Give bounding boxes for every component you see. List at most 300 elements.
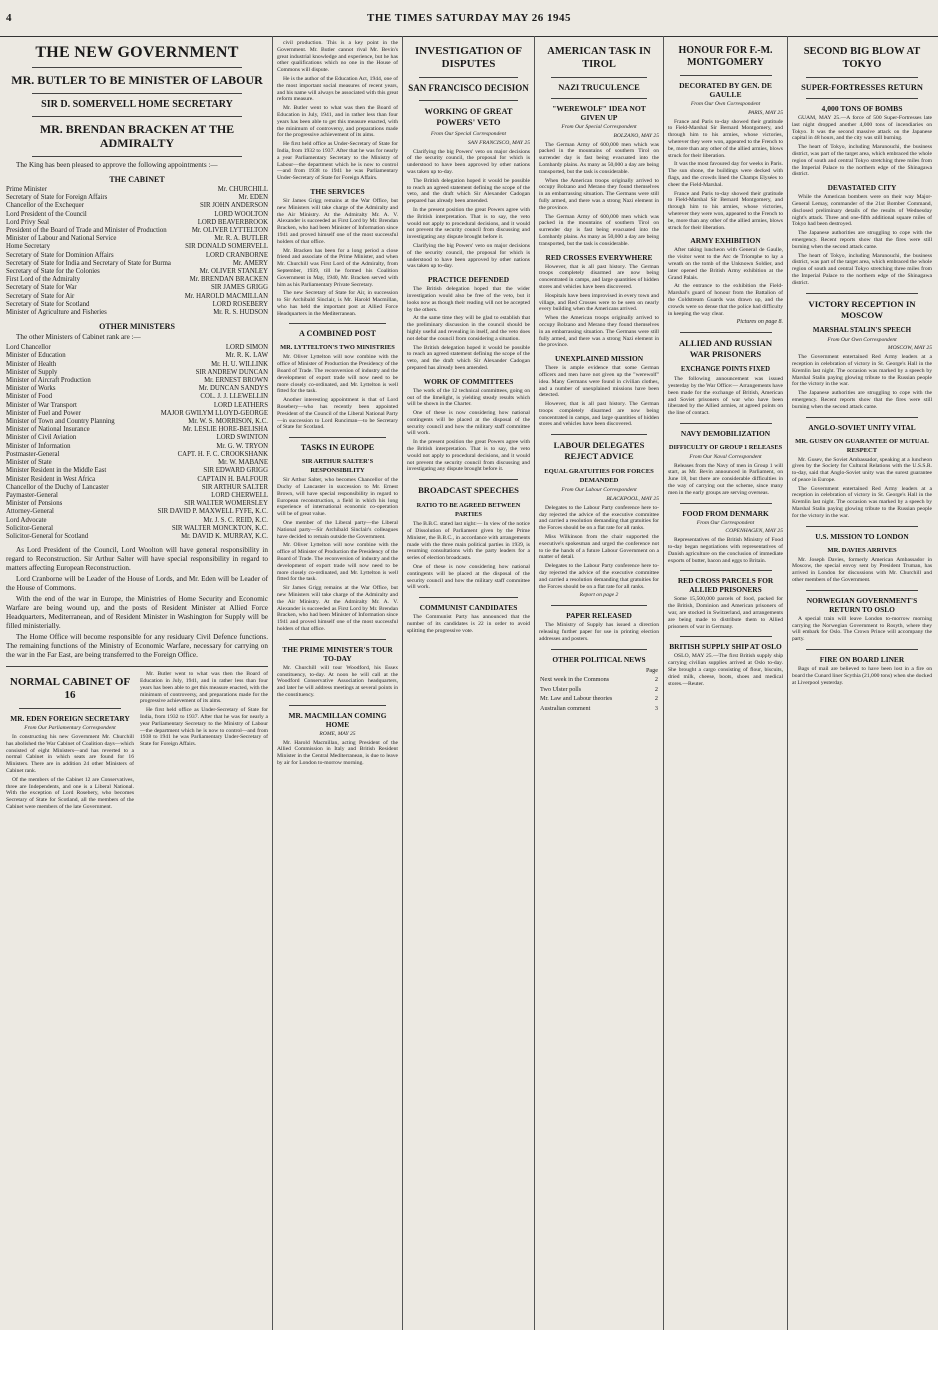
minister-office: Minister Resident in West Africa	[6, 475, 96, 483]
divider	[19, 708, 121, 709]
minister-name: SIR EDWARD GRIGG	[203, 467, 268, 475]
appointment-row	[6, 219, 268, 227]
body-paragraph: Some 15,500,000 parcels of food, packed for the British, Dominion and American prisoners of war, are stocked in Switzerland, and arrangements are being made to distribute them to Allied prisoners of war in Germany.	[668, 596, 783, 630]
divider	[551, 98, 647, 99]
divider	[419, 77, 517, 78]
political-news-item	[539, 675, 659, 685]
headline-tasks-europe: TASKS IN EUROPE	[300, 443, 375, 453]
minister-name: Mr. LESLIE HORE-BELISHA	[182, 426, 268, 434]
dateline: ROME, MAY 25	[319, 730, 356, 737]
body-paragraph: Of the members of the Cabinet 12 are Conservatives, three are Independents, and one is a Liberal National. With the exception of Lord Rosebery, who becomes Secretary of State for Scotland, all the members of the Cabinet were members of the late Government.	[6, 776, 134, 810]
minister-name: CAPTAIN H. BALFOUR	[197, 475, 268, 483]
divider	[419, 597, 517, 598]
appointment-row	[6, 492, 268, 500]
subhead-ratio: RATIO TO BE AGREED BETWEEN PARTIES	[416, 502, 521, 519]
masthead	[0, 0, 938, 37]
headline-food-denmark: FOOD FROM DENMARK	[682, 508, 769, 518]
column-tirol	[539, 40, 659, 1328]
minister-name: LORD SIMON	[225, 344, 268, 352]
body-paragraph: Mr. Oliver Lyttelton will now combine with the office of Minister of Production the Presidency of the Board of Trade. The reconversion of industry and the development of export trade will now need to be more closely co-ordinated, and Mr. Lyttelton is well fitted for the task.	[277, 542, 398, 583]
byline: From Our Own Correspondent	[690, 101, 761, 107]
divider	[680, 503, 772, 504]
headline-eden: MR. EDEN FOREIGN SECRETARY	[10, 714, 130, 724]
subhead-san-francisco: SAN FRANCISCO DECISION	[408, 83, 529, 93]
divider	[289, 323, 386, 324]
body-paragraph: The Ministry of Supply has issued a direction releasing further paper for use in printing election addresses and posters.	[539, 622, 659, 642]
body-paragraph: It was the most favoured day for weeks in Paris. The sun shone, the buildings were decked with flags, and the crowds lined the Champs Elysées to cheer the Field-Marshal.	[668, 161, 783, 188]
appointment-row	[6, 385, 268, 393]
body-paragraph: The Japanese authorities are struggling to cope with the emergency. Recent reports show that the fires were still burning when the second attack came.	[792, 230, 932, 250]
divider	[289, 437, 386, 438]
minister-name: Mr. DUNCAN SANDYS	[198, 385, 268, 393]
body-paragraph: Clarifying the big Powers' veto on major decisions of the security council, the proposal for which is understood to have been approved by other nations was taken up to-day.	[407, 148, 530, 175]
minister-name: Mr. CHURCHILL	[217, 186, 268, 193]
minister-name: LORD SWINTON	[216, 434, 268, 442]
body-paragraph: Mr. Harold Macmillan, acting President of the Allied Commission in Italy and British Resident Minister in the Central Mediterranean, is due to leave by air for London to-morrow morning.	[277, 739, 398, 766]
other-ministers-table	[6, 344, 268, 541]
cabinet-office: Secretary of State for War	[6, 284, 77, 292]
page-reference: Report on page 2	[579, 592, 619, 599]
appointment-row	[6, 186, 268, 194]
column-rule	[534, 36, 535, 1330]
headline-committees: WORK OF COMMITTEES	[423, 376, 514, 386]
headline-bracken: MR. BRENDAN BRACKEN AT THE ADMIRALTY	[39, 122, 235, 150]
body-paragraph: The Government entertained Red Army leaders at a reception in celebration of victory in St. George's Hall in the Kremlin last night. The occasion was marked by a speech by Marshal Stalin paying glowing tribute to the Russian people for the victory in the war.	[792, 485, 932, 519]
minister-name: LORD WOOLTON	[214, 210, 268, 218]
body-paragraph: When the American troops originally arrived to occupy Bolzano and Merano they found themselves in an embarrassing situation. The Germans were still fully armed, and there was a strong Nazi element in the province.	[539, 315, 659, 349]
minister-office: Paymaster-General	[6, 491, 58, 499]
body-paragraph: In the present position the great Powers agree with the British interpretation. That is to say, the veto would not apply to procedural decisions, and it would not prevent the security council from discussing and investigating any dispute brought before it.	[407, 206, 530, 241]
appointment-row	[6, 500, 268, 508]
cabinet-office: Secretary of State for the Colonies	[6, 268, 100, 276]
body-paragraph: civil production. This is a key point in the Government. Mr. Butler cannot rival Mr. Bevin's great industrial knowledge and experience, but he has other qualifications which no one in the House of Commons will dispute.	[277, 40, 398, 74]
minister-name: Mr. R. S. HUDSON	[213, 309, 268, 317]
divider	[551, 77, 647, 78]
body-paragraph: The work of the 12 technical committees, going on out of the limelight, is yielding steady results which will be shown in the Charter.	[407, 387, 530, 408]
minister-name: Mr. R. K. LAW	[225, 352, 268, 360]
headline-butler: MR. BUTLER TO BE MINISTER OF LABOUR	[11, 73, 263, 87]
body-paragraph: Mr. Oliver Lyttelton will now combine with the office of Minister of Production the Presidency of the Board of Trade. The reconversion of industry and the development of export trade will now need to be more closely co-ordinated, and Mr. Lyttelton is well fitted for the task.	[277, 354, 398, 395]
column-montgomery	[668, 40, 783, 1328]
cabinet-office: President of the Board of Trade and Minister of Production	[6, 227, 167, 235]
headline-devastated-city: DEVASTATED CITY	[827, 183, 897, 193]
appointment-row	[6, 517, 268, 525]
appointment-row	[6, 352, 268, 360]
headline-investigation: INVESTIGATION OF DISPUTES	[414, 45, 523, 70]
column-rule	[402, 36, 403, 1330]
cabinet-office: Minister of Agriculture and Fisheries	[6, 309, 107, 317]
minister-name: Mr. H. U. WILLINK	[211, 360, 268, 368]
minister-name: SIR ARTHUR SALTER	[201, 483, 268, 491]
appointment-row	[6, 194, 268, 202]
appointment-row	[6, 402, 268, 410]
byline: From Our Parliamentary Correspondent	[24, 725, 116, 732]
body-paragraph: Mr. Butler went to what was then the Board of Education in July, 1941, and in rather less than four years has been able to get this measure enacted, with the minimum of controversy, and preparations made for the progressive achievement of its aims.	[277, 105, 398, 139]
divider	[419, 479, 517, 480]
byline: From Our Own Correspondent	[827, 336, 897, 343]
body-paragraph: The heart of Tokyo, including Marunouchi, the business district, was part of the target area, which embraced the whole region of south and central Tokyo stretching three miles from the Imperial Palace to the northern edge of the Shinagawa district.	[792, 144, 932, 178]
column-disputes	[407, 40, 530, 1328]
dateline: BLACKPOOL, MAY 25	[606, 496, 659, 503]
political-news-index	[539, 666, 659, 714]
appointment-row	[6, 202, 268, 210]
page-column-header: Page	[645, 666, 658, 674]
body-paragraph: When the American troops originally arrived to occupy Bolzano and Merano they found themselves in an embarrassing situation. The Germans were still fully armed, and there was a strong Nazi element in the province.	[539, 177, 659, 211]
headline-navy-demob: NAVY DEMOBILIZATION	[680, 428, 771, 438]
body-paragraph: However, that is all past history. The German troops completely disarmed are now being concentrated in camps, and large quantities of hidden stores and vehicles have been discovered.	[539, 263, 659, 290]
appointment-row	[6, 344, 268, 352]
cabinet-office: Secretary of State for Air	[6, 292, 75, 300]
headline-war-prisoners: ALLIED AND RUSSIAN WAR PRISONERS	[678, 338, 773, 360]
appointment-row	[6, 434, 268, 442]
cabinet-office: Secretary of State for India and Secretary of State for Burma	[6, 259, 171, 267]
minister-name: Mr. AMERY	[232, 259, 268, 267]
minister-office: Minister of Health	[6, 360, 57, 368]
headline-supply-ship: BRITISH SUPPLY SHIP AT OSLO	[669, 642, 782, 652]
body-paragraph: One of these is now considering how national contingents will be placed at the disposal of the security council and how the military staff committee will work.	[407, 410, 530, 437]
headline-combined-post: A COMBINED POST	[299, 329, 376, 339]
body-paragraph: The heart of Tokyo, including Marunouchi, the business district, was part of the target area, which embraced the whole region of south and central Tokyo stretching three miles from the Imperial Palace to the northern edge of the Shinagawa district.	[792, 252, 932, 286]
minister-office: Lord Advocate	[6, 516, 47, 524]
body-paragraph: Sir James Grigg remains at the War Office, but new Ministers will take charge of the Admiralty and the Air Ministry. At the Admiralty Mr. A. V. Alexander is succeeded as First Lord by Mr. Brendan Bracken, who had been Minister of Information since 1941 and proved himself one of the most successful holders of that office.	[277, 585, 398, 632]
divider	[551, 434, 647, 435]
minister-office: Minister of National Insurance	[6, 426, 90, 434]
divider	[6, 666, 268, 667]
cabinet-office: Lord Privy Seal	[6, 218, 50, 226]
body-paragraph: Another interesting appointment is that of Lord Rosebery—who has recently been appointed President of the Council of the Liberal National Party—in succession to Lord Runciman—to be Secretary of State for Scotland.	[277, 397, 398, 431]
body-paragraph: Miss Wilkinson from the chair supported the executive's spokesman and urged the conference not to tie the hands of a future Labour Government on a matter of detail.	[539, 534, 659, 561]
headline-labour-delegates: LABOUR DELEGATES REJECT ADVICE	[553, 440, 645, 462]
minister-name: LORD ROSEBERY	[212, 300, 268, 308]
minister-office: Minister of Information	[6, 442, 71, 450]
divider	[551, 649, 647, 650]
column-tokyo	[792, 40, 932, 1328]
headline-tokyo: SECOND BIG BLOW AT TOKYO	[803, 46, 921, 70]
column-rule	[787, 36, 788, 1330]
byline: From Our Special Correspondent	[561, 124, 637, 130]
appointment-row	[6, 451, 268, 459]
minister-name: Mr. G. W. TRYON	[216, 442, 268, 450]
dateline: MOSCOW, MAY 25	[887, 345, 932, 352]
cabinet-heading: THE CABINET	[109, 175, 165, 184]
headline-us-mission: U.S. MISSION TO LONDON	[815, 531, 909, 541]
cabinet-office: Home Secretary	[6, 243, 50, 251]
cabinet-table	[6, 186, 268, 317]
cabinet-office: First Lord of the Admiralty	[6, 276, 81, 284]
headline-paper-released: PAPER RELEASED	[566, 611, 632, 621]
note-paragraph: The Home Office will become responsible for any residuary Civil Defence functions. The remaining functions of the Ministry of Economic Warfare, necessary for carrying on the war in the Far East, are being transferred to the Foreign Office.	[6, 633, 268, 660]
subhead-super-fortresses: SUPER-FORTRESSES RETURN	[801, 83, 923, 92]
headline-services: THE SERVICES	[310, 186, 365, 196]
divider	[680, 332, 772, 333]
body-paragraph: The B.B.C. stated last night:— In view of the notice of Dissolution of Parliament given by the Prime Minister, the B.B.C., in accordance with arrangements made with the three main political parties in 1939, is resuming consultations with the party leaders for a series of election broadcasts.	[407, 521, 530, 562]
appointment-row	[6, 533, 268, 541]
body-paragraph: Mr. Joseph Davies, formerly American Ambassador in Moscow, the special envoy sent by President Truman, has arrived in London for discussions with Mr. Churchill and other members of the Government.	[792, 556, 932, 584]
body-paragraph: A special train will leave London to-morrow morning carrying the Norwegian Government to Rosyth, where they will embark for Oslo. The Crown Prince will accompany the party.	[792, 615, 932, 643]
divider	[32, 156, 242, 157]
appointment-row	[6, 525, 268, 533]
body-paragraph: After taking luncheon with General de Gaulle, the visitor went to the Arc de Triomphe to lay a wreath on the tomb of the Unknown Soldier, and later opened the British Army exhibition at the Grand Palais.	[668, 247, 783, 281]
news-item-page: 2	[654, 676, 658, 684]
minister-office: Solicitor-General	[6, 524, 54, 532]
minister-office: Minister of Education	[6, 352, 66, 360]
minister-name: Mr. ERNEST BROWN	[204, 377, 268, 385]
body-paragraph: Bags of mail are believed to have been lost in a fire on board the Cunard liner Scythia (21,000 tons) when she docked at Liverpool yesterday.	[792, 666, 932, 686]
body-paragraph: France and Paris to-day showed their gratitude to Field-Marshal Sir Bernard Montgomery, and through him to his armies, whose victories, wherever they were won, appeared to the French to be, more than any other of the allied armies, blows struck for their liberation.	[668, 190, 783, 231]
appointment-row	[6, 476, 268, 484]
appointment-row	[6, 410, 268, 418]
body-paragraph: Delegates to the Labour Party conference here to-day rejected the advice of the executive committee and carried a resolution demanding that gratuities for the Forces should be on a flat rate for all ranks.	[539, 563, 659, 590]
body-paragraph: Mr. Bracken has been for a long period a close friend and associate of the Prime Minister, and when Mr. Churchill was First Lord of the Admiralty, from September, 1939, till he formed his Coalition Government in May, 1940, Mr. Bracken served with him as his Parliamentary Private Secretary.	[277, 247, 398, 288]
minister-name: Mr. W. MABANE	[218, 459, 268, 467]
headline-anglo-soviet: ANGLO-SOVIET UNITY VITAL	[808, 422, 916, 432]
minister-office: Minister of Food	[6, 393, 53, 401]
body-paragraph: The new Secretary of State for Air, in succession to Sir Archibald Sinclair, is Mr. Harold Macmillan, who has held the important post at Allied Force Headquarters in the Mediterranean.	[277, 290, 398, 317]
minister-name: SIR JAMES GRIGG	[210, 284, 268, 292]
headline-unexplained: UNEXPLAINED MISSION	[554, 354, 644, 364]
appointment-row	[6, 243, 268, 251]
minister-name: LORD CHERWELL	[211, 491, 268, 499]
subhead-exchange-points: EXCHANGE POINTS FIXED	[680, 366, 771, 374]
appointment-row	[6, 252, 268, 260]
body-paragraph: He first held office as Under-Secretary of State for India, from 1932 to 1937. After that he was for nearly a year Parliamentary Secretary to the Ministry of Labour—the department which he is now to control—and from 1938 to 1941 he was Parliamentary Under-Secretary of State for Foreign Affairs.	[140, 707, 268, 748]
body-paragraph: The British delegation hoped it would be possible to reach an agreed statement defining the scope of the veto, and the draft which Sir Alexander Cadogan prepared has already been amended.	[407, 344, 530, 371]
byline: From Our Naval Correspondent	[689, 453, 762, 460]
minister-name: LORD BEAVERBROOK	[197, 218, 268, 226]
minister-office: Lord Chancellor	[6, 344, 51, 352]
subhead-de-gaulle: DECORATED BY GEN. DE GAULLE	[679, 81, 772, 99]
divider	[32, 67, 242, 68]
minister-name: SIR WALTER WOMERSLEY	[184, 500, 268, 508]
headline-american-task: AMERICAN TASK IN TIROL	[547, 46, 651, 70]
divider	[289, 639, 386, 640]
subhead-davies: MR. DAVIES ARRIVES	[827, 546, 897, 554]
appointment-row	[6, 211, 268, 219]
body-paragraph: Clarifying the big Powers' veto on major decisions of the security council, the proposal for which is understood to have been approved by other nations was taken up to-day.	[407, 242, 530, 270]
appointment-row	[6, 467, 268, 475]
divider	[806, 98, 918, 99]
minister-office: Minister of Aircraft Production	[6, 377, 91, 385]
headline-red-cross-parcels: RED CROSS PARCELS FOR ALLIED PRISONERS	[677, 576, 774, 595]
subhead-nazi: NAZI TRUCULENCE	[558, 83, 640, 92]
body-paragraph: The following announcement was issued yesterday by the War Office:— Arrangements have been made for the exchange of British, American and Soviet prisoners of war who have been liberated by the Allied armies, at agreed points on the line of contact.	[668, 376, 783, 417]
cabinet-office: Secretary of State for Dominion Affairs	[6, 251, 114, 259]
news-item-title: Next week in the Commons	[540, 676, 610, 684]
subhead-lyttelton: MR. LYTTELTON'S TWO MINISTRIES	[280, 344, 395, 352]
appointment-row	[6, 426, 268, 434]
appointment-row	[6, 284, 268, 292]
minister-office: Postmaster-General	[6, 450, 60, 458]
appointment-row	[6, 293, 268, 301]
headline-victory-reception: VICTORY RECEPTION IN MOSCOW	[808, 298, 916, 320]
appointment-row	[6, 235, 268, 243]
news-item-page: 2	[654, 695, 658, 703]
appointment-row	[6, 301, 268, 309]
headline-broadcast: BROADCAST SPEECHES	[418, 485, 519, 496]
column-services	[277, 40, 398, 1328]
body-paragraph: France and Paris to-day showed their gratitude to Field-Marshal Sir Bernard Montgomery, and through him to his armies, whose victories, wherever they were won, appeared to the French to be, more than any other of the allied armies, blows struck for their liberation.	[668, 118, 783, 159]
byline: From Our Correspondent	[696, 519, 755, 526]
headline-communist: COMMUNIST CANDIDATES	[419, 603, 518, 613]
news-item-page: 3	[654, 705, 658, 712]
news-item-page: 2	[654, 685, 658, 693]
other-ministers-heading: OTHER MINISTERS	[99, 322, 175, 332]
minister-name: Mr. HAROLD MACMILLAN	[184, 292, 268, 300]
divider	[551, 605, 647, 606]
note-paragraph: With the end of the war in Europe, the Ministries of Home Security and Economic Warfare are being wound up, and the posts of Resident Minister at Allied Force Headquarters, Mediterranean, and of Resident Minister in Washington for Supply will be filled ministerially.	[6, 595, 268, 631]
news-item-title: Mr. Law and Labour theories	[540, 695, 613, 703]
appointment-row	[6, 309, 268, 317]
minister-office: Minister of Supply	[6, 368, 58, 376]
note-paragraph: As Lord President of the Council, Lord Woolton will have general responsibility in regard to Reconstruction. Sir Arthur Salter will have special responsibility in regard to matters affecting European Reconstruction.	[6, 546, 268, 573]
cabinet-office: Secretary of State for Foreign Affairs	[6, 194, 108, 202]
cabinet-office: Minister of Labour and National Service	[6, 235, 117, 243]
subhead-stalin-speech: MARSHAL STALIN'S SPEECH	[812, 325, 912, 334]
minister-office: Chancellor of the Duchy of Lancaster	[6, 483, 109, 491]
minister-office: Minister of Town and Country Planning	[6, 418, 115, 426]
column-government	[6, 40, 268, 1328]
headline-montgomery: HONOUR FOR F.-M. MONTGOMERY	[678, 45, 773, 68]
appointment-row	[6, 508, 268, 516]
body-paragraph: At the entrance to the exhibition the Field-Marshal's guard of honour from the Battalion of the Coldstream Guards was drawn up, and the crowds were so dense that the police had difficulty in keeping the way clear.	[668, 283, 783, 317]
body-paragraph: Mr. Butler went to what was then the Board of Education in July, 1941, and in rather less than four years has been able to get this measure enacted, with the minimum of controversy, and preparations made for the progressive achievement of its aims.	[140, 671, 268, 705]
appointment-row	[6, 393, 268, 401]
headline-new-government: THE NEW GOVERNMENT	[35, 44, 239, 61]
appointment-row	[6, 361, 268, 369]
political-news-item	[539, 704, 659, 714]
byline: From Our Special Correspondent	[430, 131, 507, 137]
headline-red-crosses: RED CROSSES EVERYWHERE	[545, 252, 653, 262]
subhead-veto: WORKING OF GREAT POWERS' VETO	[424, 107, 513, 127]
appointment-row	[6, 276, 268, 284]
body-paragraph: One of these is now considering how national contingents will be placed at the disposal of the security council and how the military staff committee will work.	[407, 564, 530, 591]
headline-macmillan: MR. MACMILLAN COMING HOME	[288, 710, 387, 729]
headline-normal-cabinet: NORMAL CABINET OF 16	[9, 676, 131, 702]
body-paragraph: Mr. Churchill will tour Woodford, his Essex constituency, to-day. At noon he will call at the Woodford Conservative Association headquarters, and later he will address meetings at several points in the constituency.	[277, 664, 398, 698]
appointment-row	[6, 369, 268, 377]
headline-fire-liner: FIRE ON BOARD LINER	[819, 655, 905, 665]
dateline: SAN FRANCISCO, MAY 25	[467, 139, 530, 146]
cabinet-office: Chancellor of the Exchequer	[6, 202, 84, 210]
minister-office: Minister Resident in the Middle East	[6, 467, 107, 475]
body-paragraph: Representatives of the British Ministry of Food to-day began negotiations with representatives of Danish agriculture on the conclusion of immediate exports of butter, bacon and eggs to Britain.	[668, 537, 783, 564]
note-paragraph: Lord Cranborne will be Leader of the House of Lords, and Mr. Eden will be Leader of the House of Commons.	[6, 575, 268, 593]
subhead-werewolf: "WEREWOLF" IDEA NOT GIVEN UP	[552, 104, 646, 122]
political-news-item	[539, 685, 659, 695]
news-item-title: Two Ulster polls	[540, 685, 582, 693]
minister-name: Mr. OLIVER STANLEY	[199, 268, 268, 276]
body-paragraph: He first held office as Under-Secretary of State for India, from 1932 to 1937. After that he was for nearly a year Parliamentary Secretary to the Ministry of Labour—the department which he is now to control—and from 1938 to 1941 he was Parliamentary Under-Secretary of State for Foreign Affairs.	[277, 141, 398, 182]
minister-name: SIR DAVID P. MAXWELL FYFE, K.C.	[157, 508, 268, 516]
body-paragraph: He is the author of the Education Act, 1944, one of the most important social measures of recent years, and his name will always be associated with this great reform measure.	[277, 75, 398, 103]
body-paragraph: In the present position the great Powers agree with the British interpretation. That is to say, the veto would not apply to procedural decisions, and it would not prevent the security council from discussing and investigating any dispute brought before it.	[407, 439, 530, 473]
body-paragraph: The Communist Party has announced that the number of its candidates is 22 in order to avoid splitting the progressive vote.	[407, 614, 530, 634]
minister-name: Mr. OLIVER LYTTELTON	[191, 227, 268, 235]
body-paragraph: The German Army of 600,000 men which was packed in the mountains of southern Tirol on surrender day is fast being evacuated into the Lombardy plains. As many as 50,000 a day are being transported, but the task is considerable.	[539, 141, 659, 175]
minister-name: Mr. DAVID K. MURRAY, K.C.	[181, 532, 268, 540]
minister-name: Mr. BRENDAN BRACKEN	[189, 276, 268, 284]
body-paragraph: Delegates to the Labour Party conference here to-day rejected the advice of the executive committee and carried a resolution demanding that gratuities for the Forces should be on a flat rate for all ranks.	[539, 504, 659, 532]
column-rule	[272, 36, 273, 1330]
headline-army-exhibition: ARMY EXHIBITION	[690, 236, 761, 246]
body-paragraph: The British delegation hoped that the wider investigation would also be free of the veto, but it looks now as though their reading will not be accepted by the others.	[407, 286, 530, 313]
minister-office: Minister of Civil Aviation	[6, 434, 77, 442]
minister-name: Mr. R. A. BUTLER	[214, 235, 268, 243]
appointments-intro: The King has been pleased to approve the following appointments :—	[16, 161, 218, 169]
body-paragraph: The Government entertained Red Army leaders at a reception in celebration of victory in St. George's Hall in the Kremlin last night. The occasion was marked by a speech by Marshal Stalin paying glowing tribute to the Russian people for the victory in the war.	[792, 354, 932, 388]
subhead-group-releases: DIFFICULTY OF GROUP 1 RELEASES	[668, 443, 783, 451]
divider	[680, 75, 772, 76]
body-paragraph: GUAM, MAY 25.—A force of 500 Super-Fortresses late last night dropped another 4,000 tons of incendiaries on Tokyo. It was the second massive attack on the Japanese capital in 48 hours, and the city was still burning.	[792, 115, 932, 142]
body-paragraph: Mr. Gusev, the Soviet Ambassador, speaking at a luncheon given by the Society for Cultural Relations with the U.S.S.R. to-day, said that Anglo-Soviet unity was the surest guarantee of peace in Europe.	[792, 456, 932, 483]
headline-norwegian-return: NORWEGIAN GOVERNMENT'S RETURN TO OSLO	[806, 595, 918, 614]
appointment-row	[6, 459, 268, 467]
news-item-title: Australian comment	[540, 705, 591, 712]
divider	[806, 590, 918, 591]
appointment-row	[6, 227, 268, 235]
minister-name: COL. J. J. LLEWELLIN	[200, 393, 268, 401]
minister-name: SIR JOHN ANDERSON	[200, 202, 268, 210]
other-ministers-intro: The other Ministers of Cabinet rank are :—	[16, 333, 141, 342]
divider	[806, 293, 918, 294]
appointment-row	[6, 484, 268, 492]
minister-office: Minister of State	[6, 459, 52, 467]
divider	[289, 705, 386, 706]
cabinet-office: Secretary of State for Scotland	[6, 300, 90, 308]
subhead-gratuities: EQUAL GRATUITIES FOR FORCES DEMANDED	[544, 468, 654, 485]
subhead-salter: SIR ARTHUR SALTER'S RESPONSIBILITY	[301, 458, 374, 475]
divider	[32, 116, 242, 117]
body-paragraph: Sir Arthur Salter, who becomes Chancellor of the Duchy of Lancaster in succession to Mr. Ernest Brown, will have special responsibility in regard to European reconstruction, a field in which his long experience of international economic co-operation will be of great value.	[277, 477, 398, 518]
body-paragraph: Hospitals have been improvised in every town and village, and Red Crosses were to be seen on nearly every building when the Americans arrived.	[539, 292, 659, 313]
subhead-gusev: MR. GUSEV ON GUARANTEE OF MUTUAL RESPECT	[795, 437, 929, 454]
appointment-row	[6, 260, 268, 268]
minister-name: Mr. W. S. MORRISON, K.C.	[188, 418, 268, 426]
minister-office: Minister of Fuel and Power	[6, 409, 81, 417]
subhead-tons-bombs: 4,000 TONS OF BOMBS	[821, 104, 903, 113]
column-rule	[663, 36, 664, 1330]
minister-name: Mr. J. S. C. REID, K.C.	[203, 516, 268, 524]
minister-name: LORD LEATHERS	[213, 401, 268, 409]
minister-office: Minister of War Transport	[6, 401, 77, 409]
body-paragraph: The German Army of 600,000 men which was packed in the mountains of southern Tirol on surrender day is fast being evacuated into the Lombardy plains. As many as 50,000 a day are being transported, but the task is considerable.	[539, 213, 659, 247]
dateline: COPENHAGEN, MAY 25	[725, 528, 783, 535]
minister-office: Attorney-General	[6, 508, 54, 516]
appointment-row	[6, 443, 268, 451]
divider	[806, 649, 918, 650]
dateline: BOLZANO, MAY 25	[613, 132, 659, 139]
minister-office: Solicitor-General for Scotland	[6, 532, 89, 540]
minister-name: Mr. EDEN	[238, 194, 268, 202]
minister-name: SIR DONALD SOMERVELL	[185, 243, 268, 251]
divider	[680, 570, 772, 571]
divider	[419, 100, 517, 101]
body-paragraph: Releases from the Navy of men in Group 1 will start, as Mr. Bevin announced in Parliament, on June 18, but there are considerable difficulties in the way of carrying out the scheme, since many men in the early groups are serving overseas.	[668, 462, 783, 496]
body-paragraph: In constructing his new Government Mr. Churchill has abolished the War Cabinet of Coalition days—which consisted of eight Ministers—and has reverted to a normal Cabinet in which seats are found for 16 Ministers. There are in addition 24 other Ministers of Cabinet rank.	[6, 733, 134, 774]
appointment-row	[6, 418, 268, 426]
cabinet-office: Prime Minister	[6, 186, 47, 193]
divider	[806, 526, 918, 527]
minister-name: MAJOR GWILYM LLOYD-GEORGE	[160, 409, 268, 417]
minister-name: CAPT. H. F. C. CROOKSHANK	[177, 450, 268, 458]
minister-office: Minister of Works	[6, 385, 56, 393]
page-reference: Pictures on page 8.	[736, 319, 783, 326]
headline-somervell: SIR D. SOMERVELL HOME SECRETARY	[41, 99, 233, 110]
body-paragraph: There is ample evidence that some German officers and men have not given up the "werewolf" idea. Many Germans were found in civilian clothes, and a number of unexplained missions have been detected.	[539, 365, 659, 399]
minister-office: Minister of Pensions	[6, 500, 63, 508]
body-paragraph: One member of the Liberal party—the Liberal National party—Sir Archibald Sinclair's colleagues have decided to remain outside the Government.	[277, 520, 398, 540]
minister-name: SIR ANDREW DUNCAN	[195, 368, 268, 376]
